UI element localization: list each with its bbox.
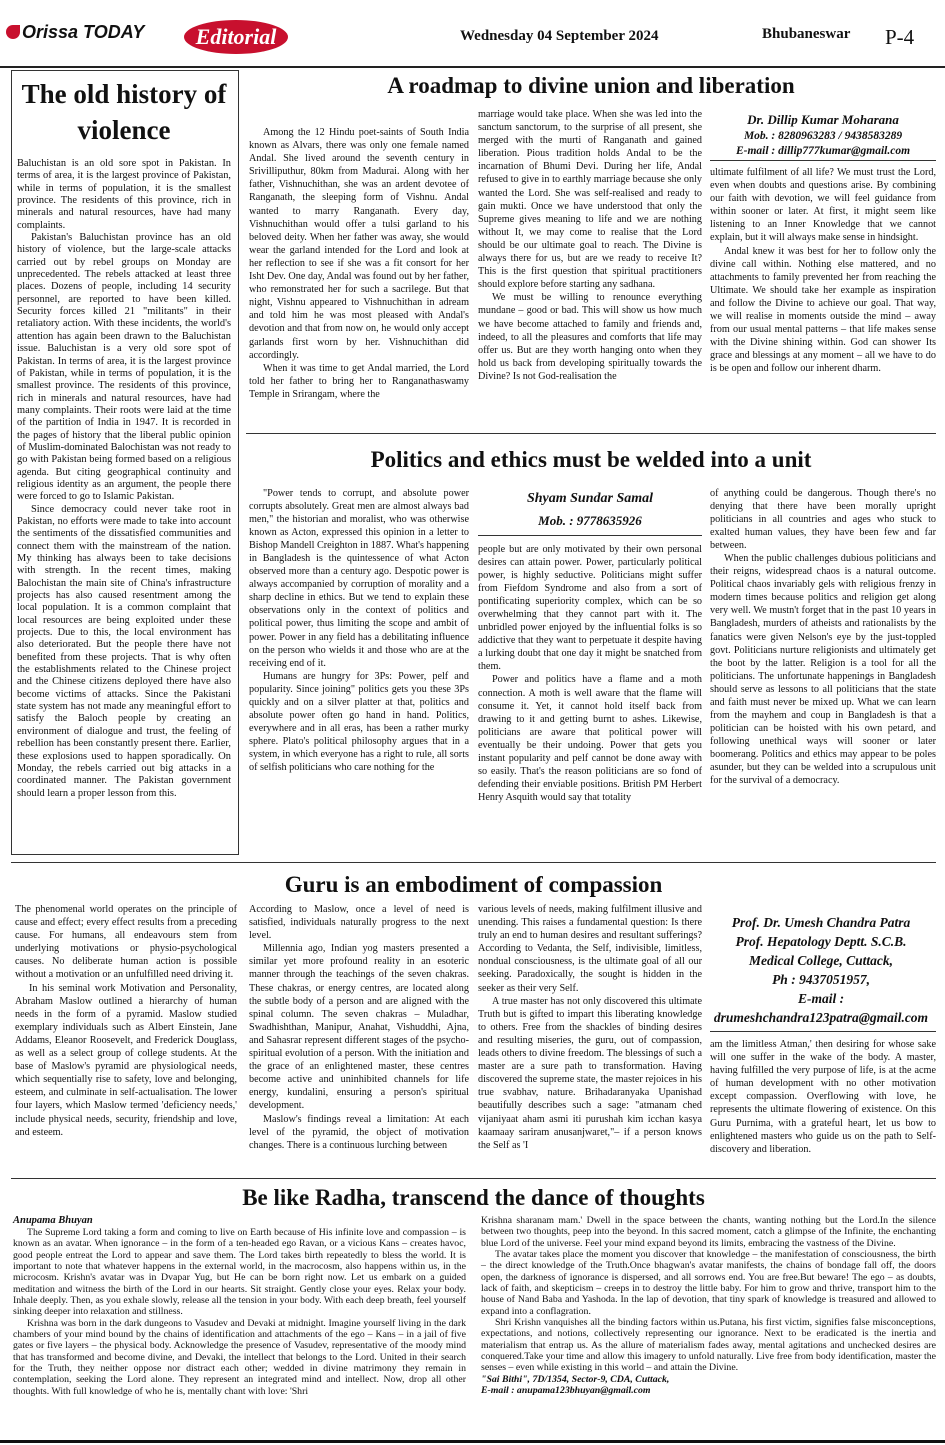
guru-col2-para-1: According to Maslow, once a level of need is satisfied, individuals naturally progress to the next level. (249, 904, 469, 942)
guru-author-dept: Prof. Hepatology Deptt. S.C.B. (735, 934, 907, 949)
divine-col-3 (710, 166, 936, 376)
radha-col2-para-1: Krishna sharanam mam.' Dwell in the space between the chants, wanting nothing but the Lord.In the silence between two thoughts, peep into the beyond. In this sacred moment, catch a glimpse of the Infinite, the enchanting blue Lord of the universe. Feel your mind expand beyond its limits, embracing the vastness of the Divine. (481, 1215, 936, 1249)
guru-col-3 (478, 903, 702, 1152)
politics-col1-para-1: "Power tends to corrupt, and absolute power corrupts absolutely. Great men are almost always bad men," the historian and moralist, who was otherwise known as Acton, expressed this opinion in a letter to Bishop Mandell Creighton in 1887. What's happening in Bangladesh is the quintessence of what Acton observed more than a century ago. Despotic power is always accompanied by corruption of morality and a sharp decline in ethics. But we tend to explain these observations only in the context of politics and political power, thus limiting the scope and ambit of power. Power in any field has a debilitating influence on the person who wields it and those who are at the receiving end of it. (249, 488, 469, 669)
politics-col3-para-2: When the public challenges dubious politicians and their reigns, widespread chaos is a natural outcome. Political chaos invariably gels with religious frenzy in modern times because politics and religion get along very well. We mustn't forget that in the past 10 years in Bangladesh, murders of atheists and rationalists by the fanatics were given Nelson's eye by the just-toppled govt. Politicians nurture religionists and ultimately get the boot by the latter. Religion is a tool for all the politicians. The unfortunate happenings in Bangladesh should serve as lessons to all politicians that the state and faith must never be mixed up. What we can learn from the mayhem and coup in Bangladesh is that a politician can be hoisted with his own petard, and following unethical ways will sooner or later boomerang. Politics and ethics may appear to be poles asunder, but they can be welded into a scrupulous unit for the survival of a democracy. (710, 553, 936, 787)
city-name: Bhubaneswar (762, 26, 851, 42)
divine-headline: A roadmap to divine union and liberation (387, 73, 795, 98)
radha-col1-para-1: The Supreme Lord taking a form and coming to live on Earth because of His infinite love and compassion – is known as an avatar. When ignorance – in the form of a ten-headed ego Ravan, or a vicious Kans – creates havoc, good people entreat the Lord to appear and save them. The Lord takes birth repeatedly to bless the world. It is important to note that whatever happens in the external world, in the macrocosm, also happens within us, in the microcosm. Krishn's avatar was in Dvapar Yug, but He can be born right now. Let us embark on a guided meditation and witness the birth of the Lord in our hearts. Sit straight. Gently close your eyes. Relax your body. Inhale deeply. Then, as you exhale slowly, release all the tension in your body. With each deep breath, feel yourself sinking deeper into relaxation and stillness. (13, 1227, 466, 1318)
divider-2 (11, 862, 936, 863)
guru-col2-para-2: Millennia ago, Indian yog masters presented a similar yet more profound reality in an esoteric manner through the teachings of the seven chakras. These chakras, or energy centres, are located along the subtle body of a person and are aligned with the spinal column. The seven chakras – Muladhar, Swadhishthan, Manipur, Anahat, Vishuddhi, Ajna, and Sahasrar represent different stages of the psycho-spiritual evolution of a person. With the initiation and the grace of an enlightened master, these centres become active and uninhibited channels for life energy, kundalini, ensuring a person's spiritual development. (249, 943, 469, 1112)
politics-col-1 (249, 487, 469, 774)
guru-col-2 (249, 903, 469, 1152)
guru-col4-para-1: am the limitless Atman,' then desiring for whose sake will one suffer in the wake of the body. A master, having fulfilled the very purpose of life, is at the acme of human development with no other motivation except compassion. Overflowing with love, he represents the ultimate flowering of existence. On this Guru Purnima, with a grateful heart, let us bow to enlightened masters who guide us on the path to Self-discovery and liberation. (710, 1039, 936, 1155)
radha-col2-para-3: Shri Krishn vanquishes all the binding factors within us.Putana, his first victim, signifies false misconceptions, expectations, and notions, collectively representing our ignorance. Next to be eradicated is the inertia and materialism that entrap us. As the allure of materialism fades away, mental agitations and unchecked desires are conquered.Take your time and allow this imagery to unfold naturally. Live free from body identification, master the senses – even while existing in this world – and attain the Divine. (481, 1317, 936, 1374)
guru-col-1 (15, 903, 237, 1139)
divine-mobile: Mob. : 8280963283 / 9438583289 (743, 130, 903, 142)
guru-author-email-label: E-mail : (797, 991, 845, 1006)
violence-headline (14, 76, 234, 148)
guru-author-email: drumeshchandra123patra@gmail.com (713, 1010, 929, 1025)
bottom-rule (0, 1440, 945, 1443)
violence-para-3: Since democracy could never take root in Pakistan, no efforts were made to take into account the sentiments of the dissatisfied communities and connect them with the mainstream of the nation. My thinking has always been to take decisions with strength. In the recent times, making Balochistan the main site of China's infrastructure projects has also caused resentment among the local population. It is a common complaint that local resources are being exploited under these projects. Due to this, the local environment has also deteriorated. But the people there have not benefited from these projects. That is why often the establishments related to the Chinese project and the Chinese citizens deployed there have also become victims of attacks. Since the Pakistani state system has not made any meaningful effort to satisfy the Baloch people by creating an environment of dialogue and trust, the feeling of rebellion has been constantly present there. Earlier, these explosions used to happen sporadically. On Monday, the rebels carried out big attacks in a coordinated manner. The Pakistan government should learn a proper lesson from this. (17, 503, 231, 799)
divine-email: E-mail : dillip777kumar@gmail.com (735, 145, 911, 157)
politics-col1-para-2: Humans are hungry for 3Ps: Power, pelf and popularity. Since joining" politics gets you these 3Ps quickly and on a silver platter at that, politics and absolute power often go hand in hand. Politics, everywhere and in all eras, has been a rather murky sphere. Plato's political philosophy argues that in a system, in which everyone has a right to rule, all sorts of selfish politicians who care nothing for the (249, 670, 469, 773)
guru-col3-para-2: A true master has not only discovered this ultimate Truth but is gifted to impart this liberating knowledge to others. Free from the shackles of binding desires and resulting miseries, the guru, out of compassion, leads others to divine freedom. The blessings of such a master are a sure path to transformation. Having discovered the supreme state, the master rejoices in his true svabhav, nature. Brihadaranyaka Upanishad beautifully describes such a sage: "atmanam ched vijaniyaat aham asmi iti purushah kim icchan kasya kaamaay sariram anusanjwaret,"– if a person knows the Self as 'I (478, 995, 702, 1151)
divine-col1-para-2: When it was time to get Andal married, the Lord told her father to bring her to Ranganathaswamy Temple in Srirangam, where the (249, 362, 469, 400)
page-number: P-4 (885, 25, 915, 49)
divine-col1-para-1: Among the 12 Hindu poet-saints of South India known as Alvars, there was only one female named Andal. She lived around the seventh century in Srivilliputhur, 80km from Madurai. Along with her father, Vishnuchithan, she was an ardent devotee of Ranganath, the sleeping form of Vishnu. Andal wanted to marry Ranganath. Every day, Vishnuchithan would offer a tulsi garland to his beloved deity. When her father was away, she would wear the garland intended for the Lord and look at her reflection to see if she was a fit consort for her Isht Dev. One day, Andal was found out by her father, who remonstrated her for such a sacrilege. But that night, Vishnu appeared to Vishnuchithan in adream and told him he was most pleased with Andal's devotion and that from now on, he would only accept garlands first worn by her. Vishnuchithan did accordingly. (249, 127, 469, 361)
radha-email: E-mail : anupama123bhuyan@gmail.com (481, 1385, 651, 1397)
masthead (0, 0, 945, 68)
violence-headline-line2: violence (77, 115, 171, 145)
section-badge: Editorial (184, 20, 288, 54)
politics-mobile: Mob. : 9778635926 (538, 513, 642, 528)
violence-para-1: Baluchistan is an old sore spot in Pakistan. In terms of area, it is the largest province of Pakistan, while in terms of population, it is the smallest province. The residents of this province, rich in minerals and natural resources, have had many complaints. (17, 158, 231, 231)
guru-col2-para-3: Maslow's findings reveal a limitation: At each level of the pyramid, the object of motivation changes. There is a continuous lurching between (249, 1113, 469, 1151)
divider-3 (11, 1178, 936, 1179)
divine-byline-divider (710, 160, 936, 161)
divine-col-2 (478, 108, 702, 383)
radha-headline: Be like Radha, transcend the dance of thoughts (242, 1185, 705, 1210)
radha-address: "Sai Bithi", 7D/1354, Sector-9, CDA, Cuttack, (481, 1373, 670, 1385)
logo-leaf-icon (6, 25, 20, 39)
guru-author-college: Medical College, Cuttack, (749, 953, 893, 968)
radha-col-2 (481, 1215, 936, 1397)
divine-col2-para-1: marriage would take place. When she was led into the sanctum sanctorum, to the surprise of all present, she merged with the murti of Ranganath and gained liberation. Pious tradition holds Andal to be the incarnation of Bhumi Devi. During her life, Andal refused to give in to earthly marriage because she only wanted the Lord. She was self-realised and ready to gain mukti. Once we have understood that only the Supreme gives meaning to life and we are nothing without It, we may come to realise that the Lord should be our ultimate goal to reach. The Divine is always there for us, but are we ready to receive It? This is the first question that spiritual practitioners should explore before starting any sadhana. (478, 109, 702, 291)
politics-author: Shyam Sundar Samal (526, 491, 654, 506)
violence-headline-line1: The old history of (21, 79, 227, 109)
violence-para-2: Pakistan's Baluchistan province has an old history of violence, but the large-scale attacks carried out by rebel groups on Monday are unprecedented. The rebels attacked at least three places. Dozens of people, including 14 security personnel, are reported to have been killed. Security forces killed 21 "militants" in their retaliatory action. With these incidents, the world's attention has again been drawn to the Baluchistan issue. Baluchistan is a very old sore spot of Pakistan. In terms of area, it is the largest province of Pakistan, while in terms of population, it is the smallest province. The residents of this province, rich in minerals and natural resources, have had many complaints. Their roots were laid at the time of the partition of India in 1947. It is recorded in the pages of history that the liberal public opinion of Muslim-dominated Balochistan was not ready to go with Pakistan being formed based on a religious agenda. But citing geographical continuity and religious identity as an argument, the people there were forced to go to Islamic Pakistan. (17, 232, 231, 503)
radha-col-1 (13, 1227, 466, 1397)
guru-col-4 (710, 1038, 936, 1156)
guru-col1-para-1: The phenomenal world operates on the principle of cause and effect; every effect results from a preceding cause. For humans, all endeavours stem from underlying motivations or physio-psychological causes. No deliberate human action is possible without a motivation or an unfulfilled need driving it. (15, 904, 237, 981)
guru-col3-para-1: various levels of needs, making fulfilment illusive and unending. This raises a fundamental question: Is there truly an end to human desires and resultant sufferings? According to Vedanta, the Self, indivisible, limitless, nondual consciousness, is the ultimate goal of all our seeking. Paradoxically, the sought is hidden in the seeker as their very Self. (478, 904, 702, 994)
guru-headline: Guru is an embodiment of compassion (284, 872, 663, 897)
politics-byline-divider (478, 535, 702, 536)
divine-author: Dr. Dillip Kumar Moharana (747, 112, 899, 127)
logo-text: Orissa TODAY (22, 22, 145, 42)
politics-col2-para-2: Power and politics have a flame and a moth connection. A moth is well aware that the flame will consume it. Yet, it cannot hold itself back from drawing to it and getting burnt to ashes. Likewise, politicians are aware that political power will eventually be their undoing. Power that gets you instant popularity and pelf cannot be done away with so easily. That's the reason politicians are so fond of defending their enviable positions. British PM Herbert Henry Asquith would say that totality (478, 674, 702, 803)
issue-date: Wednesday 04 September 2024 (460, 28, 659, 44)
divine-col-1 (249, 126, 469, 401)
radha-author: Anupama Bhuyan (13, 1215, 93, 1226)
guru-byline-divider (710, 1031, 936, 1032)
divine-col2-para-2: We must be willing to renounce everything mundane – good or bad. This will show us how much we have become attached to family and friends and, indeed, to all the pleasures and comforts that life may offer us. But are they worth hanging onto when they hold us back from developing spiritually towards the Divine? Is not God-realisation the (478, 292, 702, 382)
politics-headline: Politics and ethics must be welded into a unit (370, 447, 812, 472)
guru-author-name: Prof. Dr. Umesh Chandra Patra (731, 915, 911, 930)
newspaper-logo[interactable] (6, 22, 144, 43)
guru-author-block (706, 913, 936, 1027)
guru-author-phone: Ph : 9437051957, (772, 972, 870, 987)
radha-col1-para-2: Krishna was born in the dark dungeons to Vasudev and Devaki at midnight. Imagine yourself living in the dark chambers of your mind bound by the chains of identification and attachments of the ego – Kans – in a jail of five gates or five layers – the physical body. Acknowledge the presence of Vasudev, representative of the moody mind that has transformed and become divine, and Devaki, the intellect that belongs to the Lord. United in their search for the Truth, they neither oppose nor distract each other; wedded in divine matrimony they remain in contemplation, seeking the Lord alone. They represent an integrated mind and intellect. Now, drop all other thoughts. With full knowledge of who he is, mentally chant with love: 'Shri (13, 1317, 466, 1397)
radha-col2-para-2: The avatar takes place the moment you discover that knowledge – the manifestation of consciousness, the birth – the direct knowledge of the Truth.Once bhagwan's avatar manifests, the chains of bondage fall off, the doors open, the darkness of ignorance is dispersed, and all sorrows end. You are free.But beware! The ego – as doubts, lack of faith, and skepticism – creeps in to destroy the little baby. For him to grow and thrive, transport him to the house of Nand Baba and Yashoda. In the lap of devotion, that tiny spark of knowledge is treasured and allowed to expand into a conflagration. (481, 1249, 936, 1317)
politics-col2-para-1: people but are only motivated by their own personal desires can attain power. Power, particularly political power, is highly seductive. Politicians might suffer from Fiefdom Syndrome and also from a sort of pontificating superiority complex, which can be so overwhelming that they cannot part with it. The unbridled power enjoyed by the influential folks is so addictive that they want to perpetuate it despite having a lurking doubt that one day it might be snatched from them. (478, 544, 702, 673)
politics-col-2 (478, 543, 702, 804)
violence-body (17, 158, 231, 800)
guru-col1-para-2: In his seminal work Motivation and Personality, Abraham Maslow outlined a hierarchy of human needs in the form of a pyramid. Maslow studied exemplary individuals such as Albert Einstein, Jane Addams, Eleanor Roosevelt, and Frederick Douglass, as well as a select group of college students. At the base of Maslow's pyramid are physiological needs, which sequentially rise to safety, love and belonging, esteem, and culminate in self-actualisation. The lower four layers, which Maslow termed 'deficiency needs,' include physical needs, security, friendship and love, and esteem. (15, 982, 237, 1138)
divine-col3-para-1: ultimate fulfilment of all life? We must trust the Lord, even when doubts and questions arise. By combining our faith with devotion, we will feel guidance from within sooner or later. At first, it might seem like listening to an Inner Knowledge that we cannot explain, but it will always make sense in hindsight. (710, 167, 936, 244)
politics-col-3 (710, 487, 936, 787)
divider-1 (246, 433, 936, 434)
politics-col3-para-1: of anything could be dangerous. Though there's no denying that there have been morally upright politicians in all countries and ages who stuck to exalted human values, they have been few and far between. (710, 488, 936, 552)
divine-col3-para-2: Andal knew it was best for her to follow only the divine call within. Nothing else mattered, and no attachments to family prevented her from reaching the Ultimate. We should take her example as inspiration and follow the Divine to achieve our goal. That way, we will realise in moments outside the mind – away from our usual mental patterns – that life makes sense with the Divine shining within. God can shower Its grace and blessings at any moment – all we have to do is be open and follow our inherent dharm. (710, 245, 936, 375)
